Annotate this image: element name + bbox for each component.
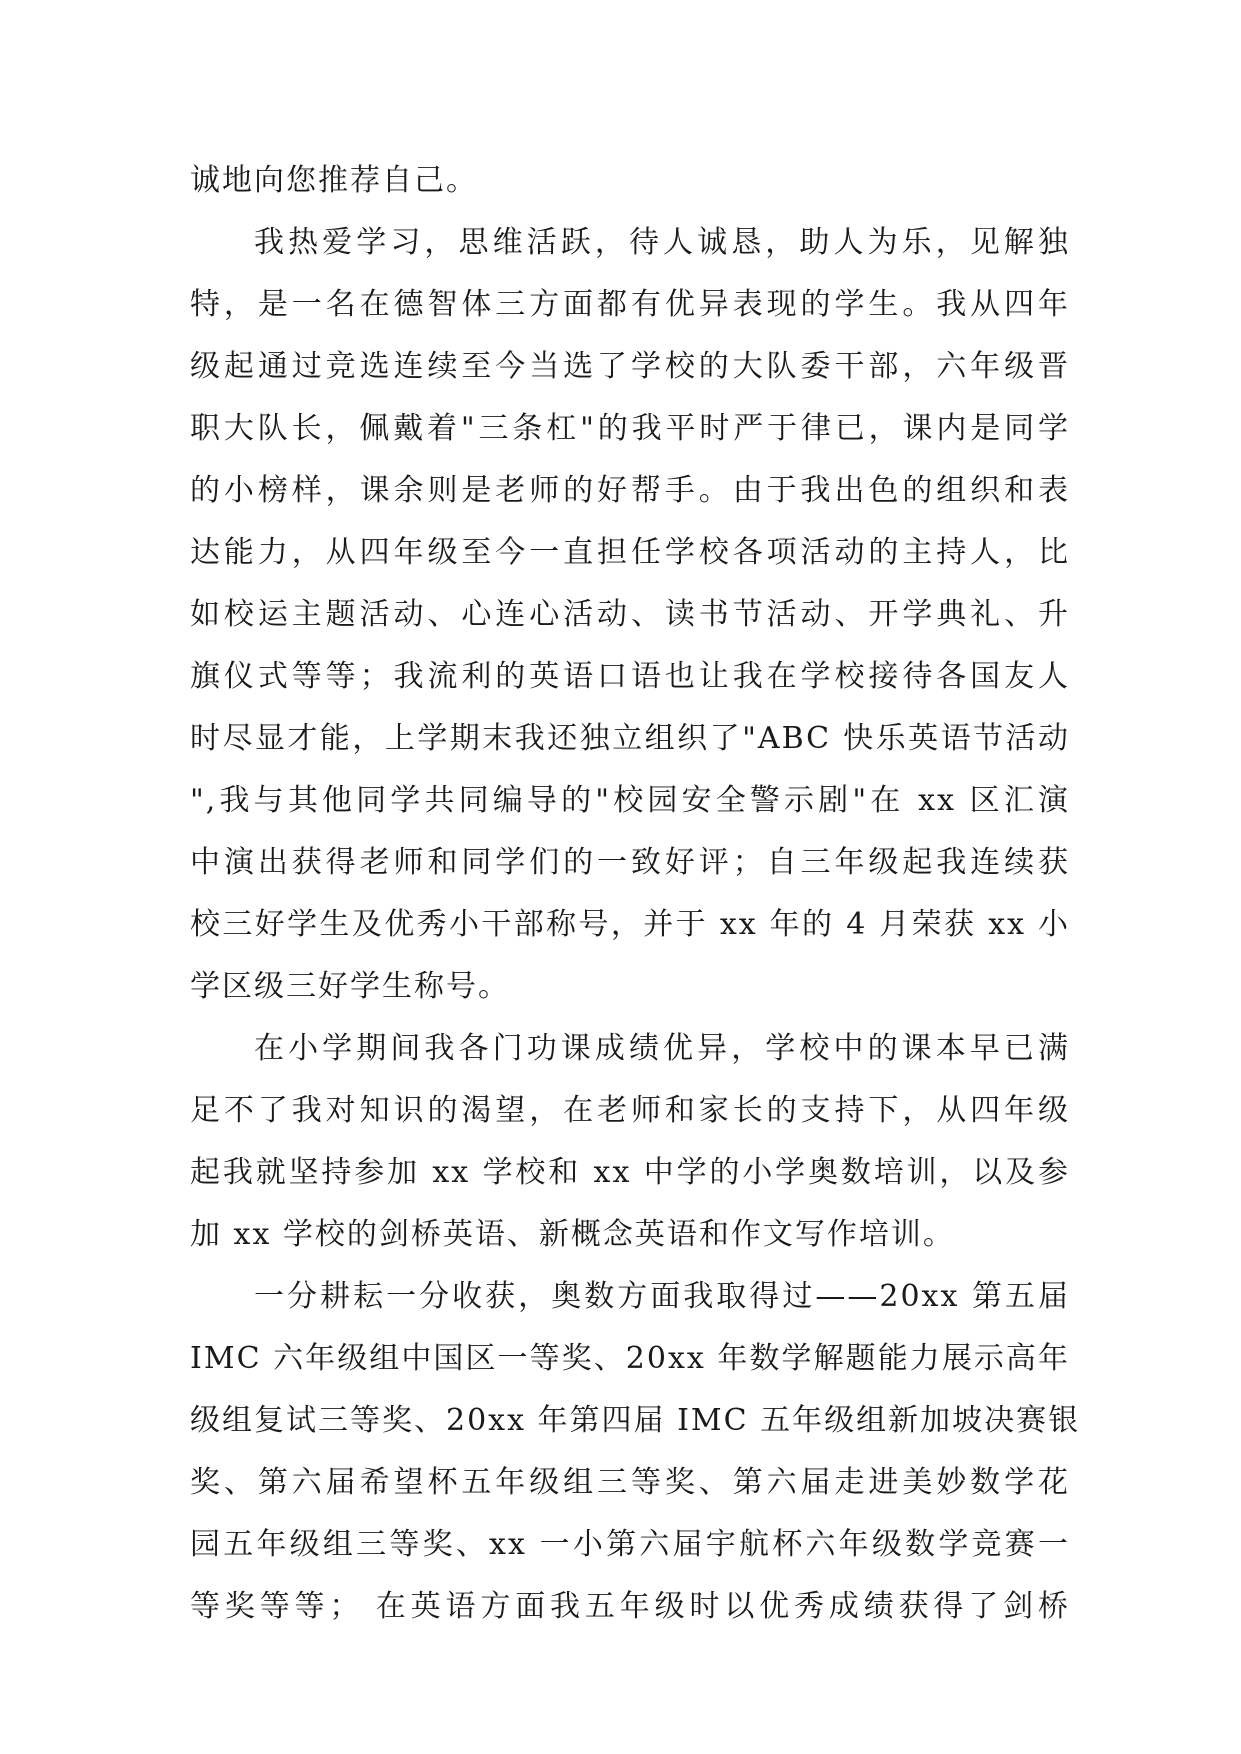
text-line: 如校运主题活动、心连心活动、读书节活动、开学典礼、升	[190, 597, 1070, 632]
text-line: 中演出获得老师和同学们的一致好评；自三年级起我连续获	[190, 845, 1070, 880]
text-line: 学区级三好学生称号。	[190, 969, 510, 1004]
text-line: 等奖等等； 在英语方面我五年级时以优秀成绩获得了剑桥	[190, 1589, 1070, 1624]
body-text	[190, 150, 1081, 1638]
text-line: 起我就坚持参加 xx 学校和 xx 中学的小学奥数培训，以及参	[190, 1155, 1070, 1190]
text-line: IMC 六年级组中国区一等奖、20xx 年数学解题能力展示高年	[190, 1341, 1070, 1376]
text-line: 级起通过竞选连续至今当选了学校的大队委干部，六年级晋	[190, 349, 1070, 384]
text-line: 职大队长，佩戴着"三条杠"的我平时严于律已，课内是同学	[190, 411, 1070, 446]
text-line: 足不了我对知识的渴望，在老师和家长的支持下，从四年级	[190, 1093, 1070, 1128]
text-line: 特，是一名在德智体三方面都有优异表现的学生。我从四年	[190, 287, 1070, 322]
text-line: 奖、第六届希望杯五年级组三等奖、第六届走进美妙数学花	[190, 1465, 1070, 1500]
text-line: 的小榜样，课余则是老师的好帮手。由于我出色的组织和表	[190, 473, 1070, 508]
paragraph-first-line: 一分耕耘一分收获，奥数方面我取得过——20xx 第五届	[254, 1279, 1070, 1314]
text-line: 时尽显才能，上学期末我还独立组织了"ABC 快乐英语节活动	[190, 721, 1070, 756]
text-line: 旗仪式等等；我流利的英语口语也让我在学校接待各国友人	[190, 659, 1070, 694]
paragraph-first-line: 在小学期间我各门功课成绩优异，学校中的课本早已满	[254, 1031, 1070, 1066]
paragraph-first-line: 我热爱学习，思维活跃，待人诚恳，助人为乐，见解独	[254, 225, 1070, 260]
text-line: 级组复试三等奖、20xx 年第四届 IMC 五年级组新加坡决赛银	[190, 1403, 1081, 1438]
text-line: 加 xx 学校的剑桥英语、新概念英语和作文写作培训。	[190, 1217, 955, 1252]
text-line: 诚地向您推荐自己。	[190, 163, 478, 198]
text-line: 校三好学生及优秀小干部称号，并于 xx 年的 4 月荣获 xx 小	[190, 907, 1070, 942]
text-line: 园五年级组三等奖、xx 一小第六届宇航杯六年级数学竞赛一	[190, 1527, 1070, 1562]
text-line: 达能力，从四年级至今一直担任学校各项活动的主持人，比	[190, 535, 1070, 570]
text-line: ",我与其他同学共同编导的"校园安全警示剧"在 xx 区汇演	[190, 783, 1070, 818]
